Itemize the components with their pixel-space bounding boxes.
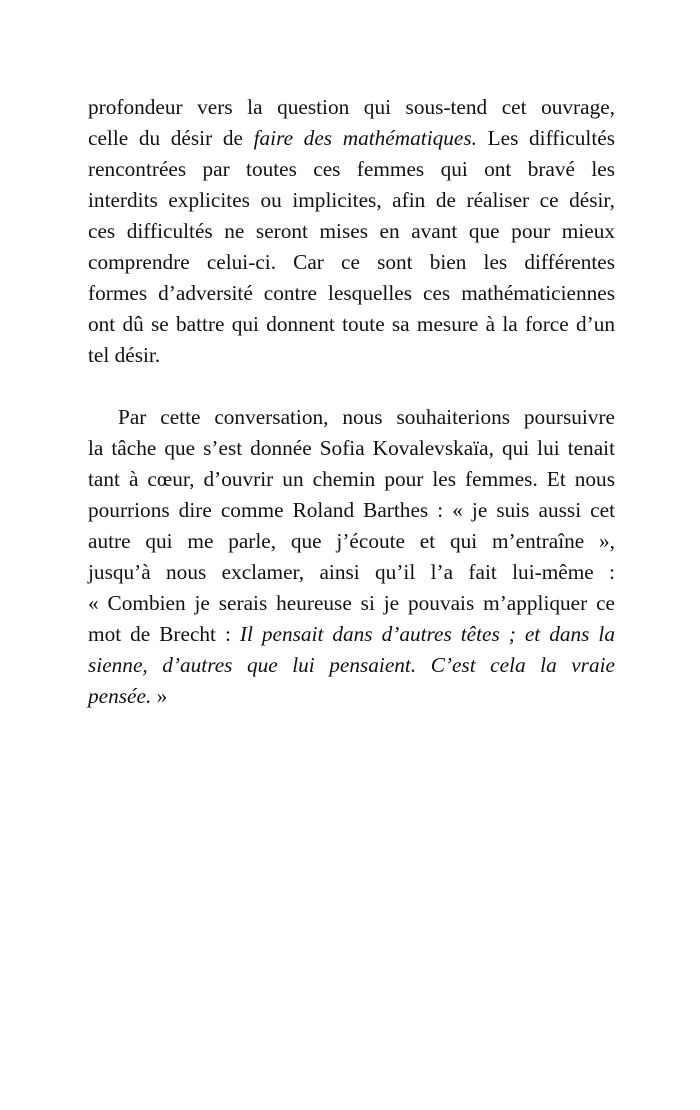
text-line: jusqu’à nous exclamer, ainsi qu’il l’a fait lui-même : — [88, 560, 615, 584]
text-line: la tâche que s’est donnée Sofia Kovalevskaïa, qui lui tenait — [88, 436, 615, 460]
text-line: formes d’adversité contre lesquelles ces mathématiciennes — [88, 281, 615, 305]
text-line: interdits explicites ou implicites, afin de réaliser ce désir, — [88, 188, 615, 212]
text-line: pensée. » — [88, 684, 168, 708]
text-line: tel désir. — [88, 343, 161, 367]
paragraph-1 — [88, 92, 615, 371]
text-line: autre qui me parle, que j’écoute et qui m’entraîne », — [88, 529, 615, 553]
book-page-text — [88, 92, 615, 712]
text-line: ont dû se battre qui donnent toute sa mesure à la force d’un — [88, 312, 615, 336]
text-line: celle du désir de faire des mathématiques. Les difficultés — [88, 126, 615, 150]
text-line: « Combien je serais heureuse si je pouvais m’appliquer ce — [88, 591, 615, 615]
text-line: Par cette conversation, nous souhaiterions poursuivre — [118, 405, 615, 429]
text-line: profondeur vers la question qui sous-tend cet ouvrage, — [88, 95, 615, 119]
paragraph-2 — [88, 402, 615, 712]
text-line: comprendre celui-ci. Car ce sont bien les différentes — [88, 250, 615, 274]
text-line: tant à cœur, d’ouvrir un chemin pour les femmes. Et nous — [88, 467, 615, 491]
text-line: rencontrées par toutes ces femmes qui ont bravé les — [88, 157, 615, 181]
text-line: mot de Brecht : Il pensait dans d’autres têtes ; et dans la — [88, 622, 615, 646]
text-line: ces difficultés ne seront mises en avant que pour mieux — [88, 219, 615, 243]
text-line: sienne, d’autres que lui pensaient. C’est cela la vraie — [88, 653, 615, 677]
paragraph-spacer — [88, 371, 615, 402]
text-line: pourrions dire comme Roland Barthes : « je suis aussi cet — [88, 498, 615, 522]
